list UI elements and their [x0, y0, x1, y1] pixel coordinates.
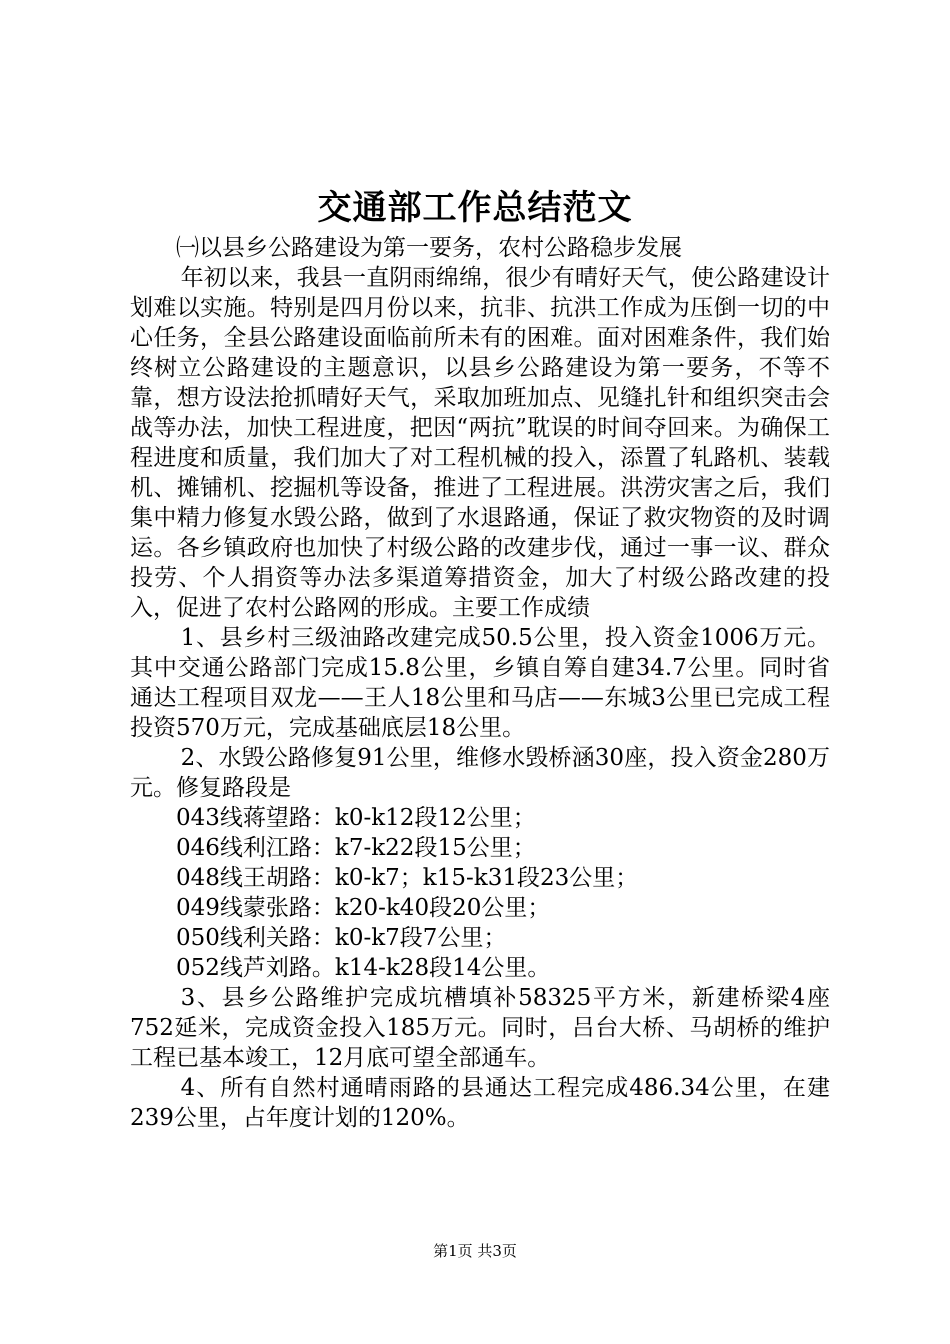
- road-segment-line: 043线蒋望路：k0-k12段12公里；: [176, 805, 536, 831]
- achievement-item-4: 4、所有自然村通晴雨路的县通达工程完成486.34公里，在建239公里，占年度计划的120%。: [130, 1075, 830, 1131]
- body-paragraph: 年初以来，我县一直阴雨绵绵，很少有晴好天气，使公路建设计划难以实施。特别是四月份以来，抗非、抗洪工作成为压倒一切的中心任务，全县公路建设面临前所未有的困难。面对困难条件，我们始终树立公路建设的主题意识，以县乡公路建设为第一要务，不等不靠，想方设法抢抓晴好天气，采取加班加点、见缝扎针和组织突击会战等办法，加快工程进度，把因“两抗”耽误的时间夺回来。为确保工程进度和质量，我们加大了对工程机械的投入，添置了轧路机、装载机、摊铺机、挖掘机等设备，推进了工程进展。洪涝灾害之后，我们集中精力修复水毁公路，做到了水退路通，保证了救灾物资的及时调运。各乡镇政府也加快了村级公路的改建步伐，通过一事一议、群众投劳、个人捐资等办法多渠道筹措资金，加大了村级公路改建的投入，促进了农村公路网的形成。主要工作成绩: [130, 265, 830, 621]
- achievement-item-1: 1、县乡村三级油路改建完成50.5公里，投入资金1006万元。其中交通公路部门完成15.8公里，乡镇自筹自建34.7公里。同时省通达工程项目双龙——王人18公里和马店——东城3公里已完成工程投资570万元，完成基础底层18公里。: [130, 625, 830, 741]
- road-segment-line: 052线芦刘路。k14-k28段14公里。: [176, 955, 551, 981]
- document-body: [130, 233, 830, 1133]
- road-segment-line: 046线利江路：k7-k22段15公里；: [176, 835, 536, 861]
- road-segment-line: 049线蒙张路：k20-k40段20公里；: [176, 895, 551, 921]
- section-heading: ㈠以县乡公路建设为第一要务，农村公路稳步发展: [176, 235, 682, 261]
- road-segment-line: 048线王胡路：k0-k7；k15-k31段23公里；: [176, 865, 639, 891]
- achievement-item-2: 2、水毁公路修复91公里，维修水毁桥涵30座，投入资金280万元。修复路段是: [130, 745, 830, 801]
- page-footer: 第1页 共3页: [433, 1242, 517, 1260]
- document-title: 交通部工作总结范文: [317, 188, 633, 228]
- achievement-item-3: 3、县乡公路维护完成坑槽填补58325平方米，新建桥梁4座752延米，完成资金投入185万元。同时，吕台大桥、马胡桥的维护工程已基本竣工，12月底可望全部通车。: [130, 985, 830, 1071]
- road-segment-line: 050线利关路：k0-k7段7公里；: [176, 925, 507, 951]
